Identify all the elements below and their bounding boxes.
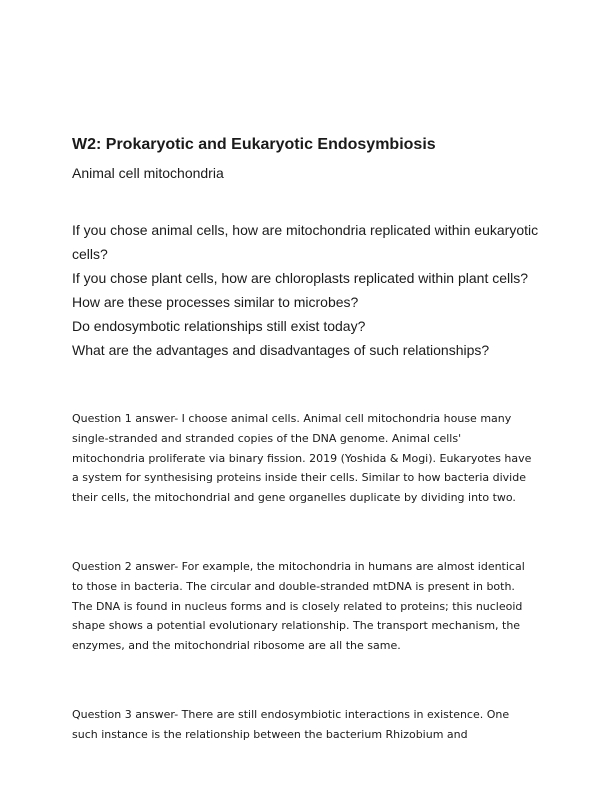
question-item: If you chose animal cells, how are mitochondria replicated within eukaryotic cells? bbox=[72, 222, 539, 262]
document-title: W2: Prokaryotic and Eukaryotic Endosymbiosis bbox=[72, 136, 436, 153]
answer-paragraph-2: Question 2 answer- For example, the mitochondria in humans are almost identical to those in bacteria. The circular and double-stranded mtDNA is present in both. The DNA is found in nucleus forms and is closely related to proteins; this nucleoid shape shows a potential evolutionary relationship. The transport mechanism, the enzymes, and the mitochondrial ribosome are all the same. bbox=[72, 560, 525, 653]
question-item: What are the advantages and disadvantages of such relationships? bbox=[72, 342, 490, 358]
question-item: If you chose plant cells, how are chloroplasts replicated within plant cells? bbox=[72, 270, 529, 286]
answer-paragraph-3: Question 3 answer- There are still endosymbiotic interactions in existence. One such instance is the relationship between the bacterium Rhizobium and bbox=[72, 708, 510, 741]
question-item: How are these processes similar to microbes? bbox=[72, 294, 359, 310]
question-list bbox=[72, 218, 542, 362]
answer-paragraph-1: Question 1 answer- I choose animal cells. Animal cell mitochondria house many single-stranded and stranded copies of the DNA genome. Animal cells' mitochondria proliferate via binary fission. 2019 (Yoshida & Mogi). Eukaryotes have a system for synthesising proteins inside their cells. Similar to how bacteria divide their cells, the mitochondrial and gene organelles duplicate by dividing into two. bbox=[72, 412, 532, 505]
document-subtitle: Animal cell mitochondria bbox=[72, 165, 224, 181]
question-item: Do endosymbotic relationships still exist today? bbox=[72, 318, 366, 334]
